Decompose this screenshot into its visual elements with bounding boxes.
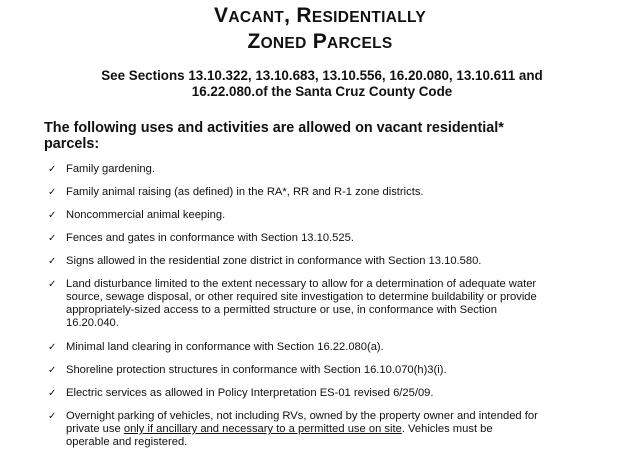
list-item-text-line-3: operable and registered. (66, 436, 188, 448)
list-item-text: Noncommercial animal keeping. (66, 209, 226, 221)
code-sections-reference-line-1: See Sections 13.10.322, 13.10.683, 13.10.556, 16.20.080, 13.10.611 and (101, 68, 543, 83)
checkmark-icon: ✓ (48, 342, 57, 353)
checkmark-icon: ✓ (48, 411, 57, 422)
checkmark-icon: ✓ (48, 164, 57, 175)
checkmark-icon: ✓ (48, 233, 57, 244)
code-sections-reference-line-2: 16.22.080.of the Santa Cruz County Code (191, 84, 453, 99)
list-item-text-line-2: private use only if ancillary and necessary to a permitted use on site. Vehicles must be (66, 423, 493, 435)
intro-heading-line-1: The following uses and activities are allowed on vacant residential* (44, 120, 504, 136)
list-item-text-line-1: Land disturbance limited to the extent necessary to allow for a determination of adequate water (66, 278, 537, 290)
list-item-text: Family animal raising (as defined) in the RA*, RR and R-1 zone districts. (66, 186, 424, 198)
list-item-text-line-3: appropriately-sized access to a permitted structure or use, in conformance with Section (66, 304, 497, 316)
checkmark-icon: ✓ (48, 388, 57, 399)
page-title-line-2: ZONED PARCELS (247, 30, 393, 53)
list-item-text: Fences and gates in conformance with Section 13.10.525. (66, 232, 354, 244)
page-title-line-1: VACANT, RESIDENTIALLY (214, 4, 426, 27)
list-item-text: Minimal land clearing in conformance with Section 16.22.080(a). (66, 341, 384, 353)
list-item-text-line-1: Overnight parking of vehicles, not including RVs, owned by the property owner and intended for (66, 410, 538, 422)
intro-heading-line-2: parcels: (44, 136, 100, 152)
list-item-text-line-4: 16.20.040. (66, 317, 119, 329)
list-item-text: Signs allowed in the residential zone district in conformance with Section 13.10.580. (66, 255, 482, 267)
list-item-text: Family gardening. (66, 163, 155, 175)
checkmark-icon: ✓ (48, 187, 57, 198)
checkmark-icon: ✓ (48, 279, 57, 290)
checkmark-icon: ✓ (48, 365, 57, 376)
checkmark-icon: ✓ (48, 256, 57, 267)
underlined-condition: only if ancillary and necessary to a permitted use on site (123, 423, 402, 435)
list-item-text: Electric services as allowed in Policy Interpretation ES-01 revised 6/25/09. (66, 387, 434, 399)
list-item-text: Shoreline protection structures in conformance with Section 16.10.070(h)3(i). (66, 364, 447, 376)
list-item-text-line-2: source, sewage disposal, or other required site investigation to determine buildability or provide (66, 291, 537, 303)
checkmark-icon: ✓ (48, 210, 57, 221)
